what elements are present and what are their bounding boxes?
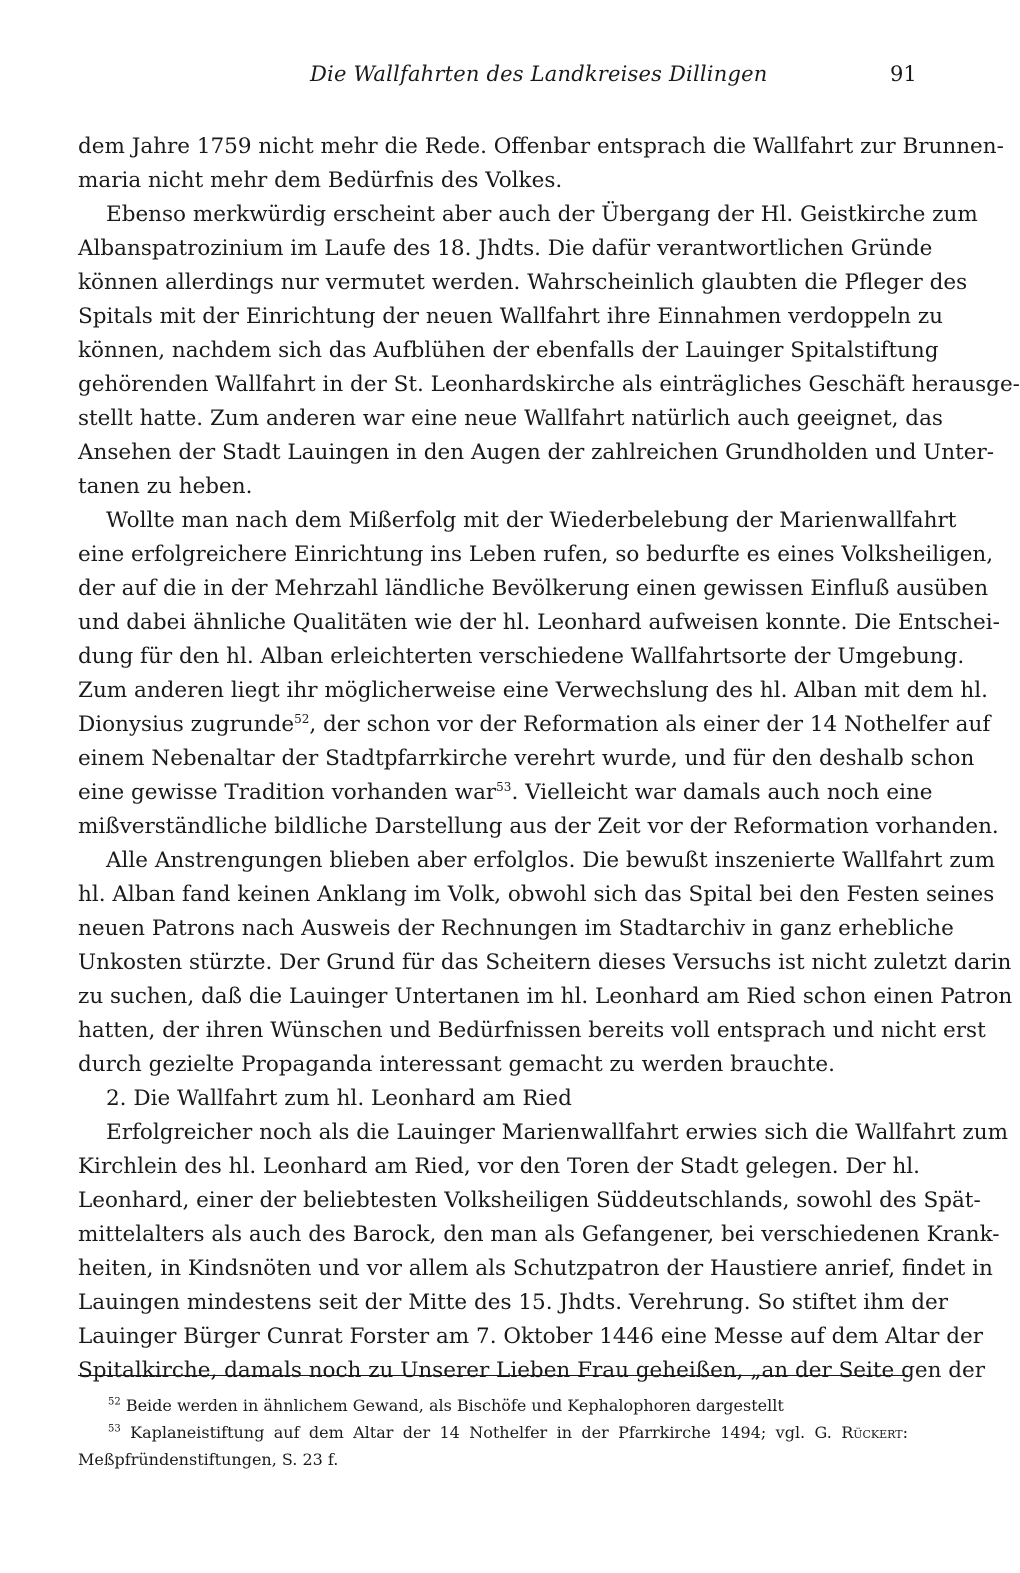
text-line: zu suchen, daß die Lauinger Untertanen im hl. Leonhard am Ried schon einen Patron: [78, 984, 1013, 1009]
text-line: Leonhard, einer der beliebtesten Volksheiligen Süddeutschlands, sowohl des Spät-: [78, 1188, 981, 1213]
page-header: [0, 62, 1000, 102]
running-title: Die Wallfahrten des Landkreises Dillingen: [310, 62, 768, 86]
text-line: einem Nebenaltar der Stadtpfarrkirche verehrt wurde, und für den deshalb schon: [78, 746, 975, 771]
footnote-ref-53: 53: [496, 779, 512, 794]
text-line: mißverständliche bildliche Darstellung aus der Zeit vor der Reformation vorhanden.: [78, 814, 999, 839]
text-line: maria nicht mehr dem Bedürfnis des Volkes.: [78, 168, 563, 193]
footnote-number: 52: [108, 1396, 121, 1408]
text-fragment: Dionysius zugrunde: [78, 712, 295, 737]
footnote-52: [78, 1392, 908, 1419]
text-line: dem Jahre 1759 nicht mehr die Rede. Offenbar entsprach die Wallfahrt zur Brunnen-: [78, 134, 1004, 159]
text-fragment: eine gewisse Tradition vorhanden war: [78, 780, 497, 805]
text-line: dung für den hl. Alban erleichterten verschiedene Wallfahrtsorte der Umgebung.: [78, 644, 965, 669]
text-line: neuen Patrons nach Ausweis der Rechnungen im Stadtarchiv in ganz erhebliche: [78, 916, 954, 941]
footnotes: [78, 1392, 908, 1473]
text-line: durch gezielte Propaganda interessant gemacht zu werden brauchte.: [78, 1052, 835, 1077]
body-text: [78, 130, 1020, 1388]
footnote-53-continuation: Meßpfründenstiftungen, S. 23 f.: [78, 1450, 339, 1469]
footnote-author: Rückert:: [841, 1423, 908, 1442]
text-line: eine erfolgreichere Einrichtung ins Leben rufen, so bedurfte es eines Volksheiligen,: [78, 542, 994, 567]
page-number: 91: [890, 62, 917, 86]
footnote-text: Beide werden in ähnlichem Gewand, als Bischöfe und Kephalophoren dargestellt: [125, 1396, 784, 1415]
text-line-with-footnote-52: [78, 708, 991, 742]
text-line: mittelalters als auch des Barock, den man als Gefangener, bei verschiedenen Krank-: [78, 1222, 1000, 1247]
footnote-number: 53: [108, 1423, 121, 1435]
text-line: Kirchlein des hl. Leonhard am Ried, vor den Toren der Stadt gelegen. Der hl.: [78, 1154, 921, 1179]
paragraph-start-line: Wollte man nach dem Mißerfolg mit der Wiederbelebung der Marienwallfahrt: [106, 508, 957, 533]
text-line: und dabei ähnliche Qualitäten wie der hl. Leonhard aufweisen konnte. Die Entschei-: [78, 610, 1000, 635]
text-line: gehörenden Wallfahrt in der St. Leonhardskirche als einträgliches Geschäft herausge-: [78, 372, 1020, 397]
paragraph-start-line: Erfolgreicher noch als die Lauinger Marienwallfahrt erwies sich die Wallfahrt zum: [106, 1120, 1008, 1145]
text-fragment: , der schon vor der Reformation als einer der 14 Nothelfer auf: [309, 712, 991, 737]
text-line: Spitals mit der Einrichtung der neuen Wallfahrt ihre Einnahmen verdoppeln zu: [78, 304, 944, 329]
text-line: tanen zu heben.: [78, 474, 253, 499]
footnote-text: Kaplaneistiftung auf dem Altar der 14 Nothelfer in der Pfarrkirche 1494; vgl. G.: [130, 1423, 832, 1442]
paragraph-start-line: Alle Anstrengungen blieben aber erfolglos. Die bewußt inszenierte Wallfahrt zum: [106, 848, 995, 873]
text-line: Unkosten stürzte. Der Grund für das Scheitern dieses Versuchs ist nicht zuletzt darin: [78, 950, 1012, 975]
text-line: Lauinger Bürger Cunrat Forster am 7. Oktober 1446 eine Messe auf dem Altar der: [78, 1324, 984, 1349]
text-line: hatten, der ihren Wünschen und Bedürfnissen bereits voll entsprach und nicht erst: [78, 1018, 986, 1043]
paragraph-start-line: Ebenso merkwürdig erscheint aber auch der Übergang der Hl. Geistkirche zum: [106, 202, 978, 227]
text-fragment: . Vielleicht war damals auch noch eine: [511, 780, 933, 805]
footnote-ref-52: 52: [294, 711, 310, 726]
text-line: Lauingen mindestens seit der Mitte des 15. Jhdts. Verehrung. So stiftet ihm der: [78, 1290, 949, 1315]
text-line: hl. Alban fand keinen Anklang im Volk, obwohl sich das Spital bei den Festen seines: [78, 882, 995, 907]
text-line-with-footnote-53: [78, 776, 933, 810]
text-line: stellt hatte. Zum anderen war eine neue Wallfahrt natürlich auch geeignet, das: [78, 406, 943, 431]
text-line: der auf die in der Mehrzahl ländliche Bevölkerung einen gewissen Einfluß ausüben: [78, 576, 989, 601]
text-line: können, nachdem sich das Aufblühen der ebenfalls der Lauinger Spitalstiftung: [78, 338, 939, 363]
text-line: Spitalkirche, damals noch zu Unserer Lieben Frau geheißen, „an der Seite gen der: [78, 1358, 986, 1383]
text-line: Zum anderen liegt ihr möglicherweise eine Verwechslung des hl. Alban mit dem hl.: [78, 678, 988, 703]
text-line: Albanspatrozinium im Laufe des 18. Jhdts. Die dafür verantwortlichen Gründe: [78, 236, 933, 261]
text-line: heiten, in Kindsnöten und vor allem als Schutzpatron der Haustiere anrief, findet in: [78, 1256, 993, 1281]
footnote-divider: [78, 1375, 908, 1376]
text-line: Ansehen der Stadt Lauingen in den Augen der zahlreichen Grundholden und Unter-: [78, 440, 995, 465]
footnote-53: [78, 1419, 908, 1446]
section-heading: 2. Die Wallfahrt zum hl. Leonhard am Ried: [106, 1086, 572, 1111]
text-line: können allerdings nur vermutet werden. Wahrscheinlich glaubten die Pfleger des: [78, 270, 968, 295]
